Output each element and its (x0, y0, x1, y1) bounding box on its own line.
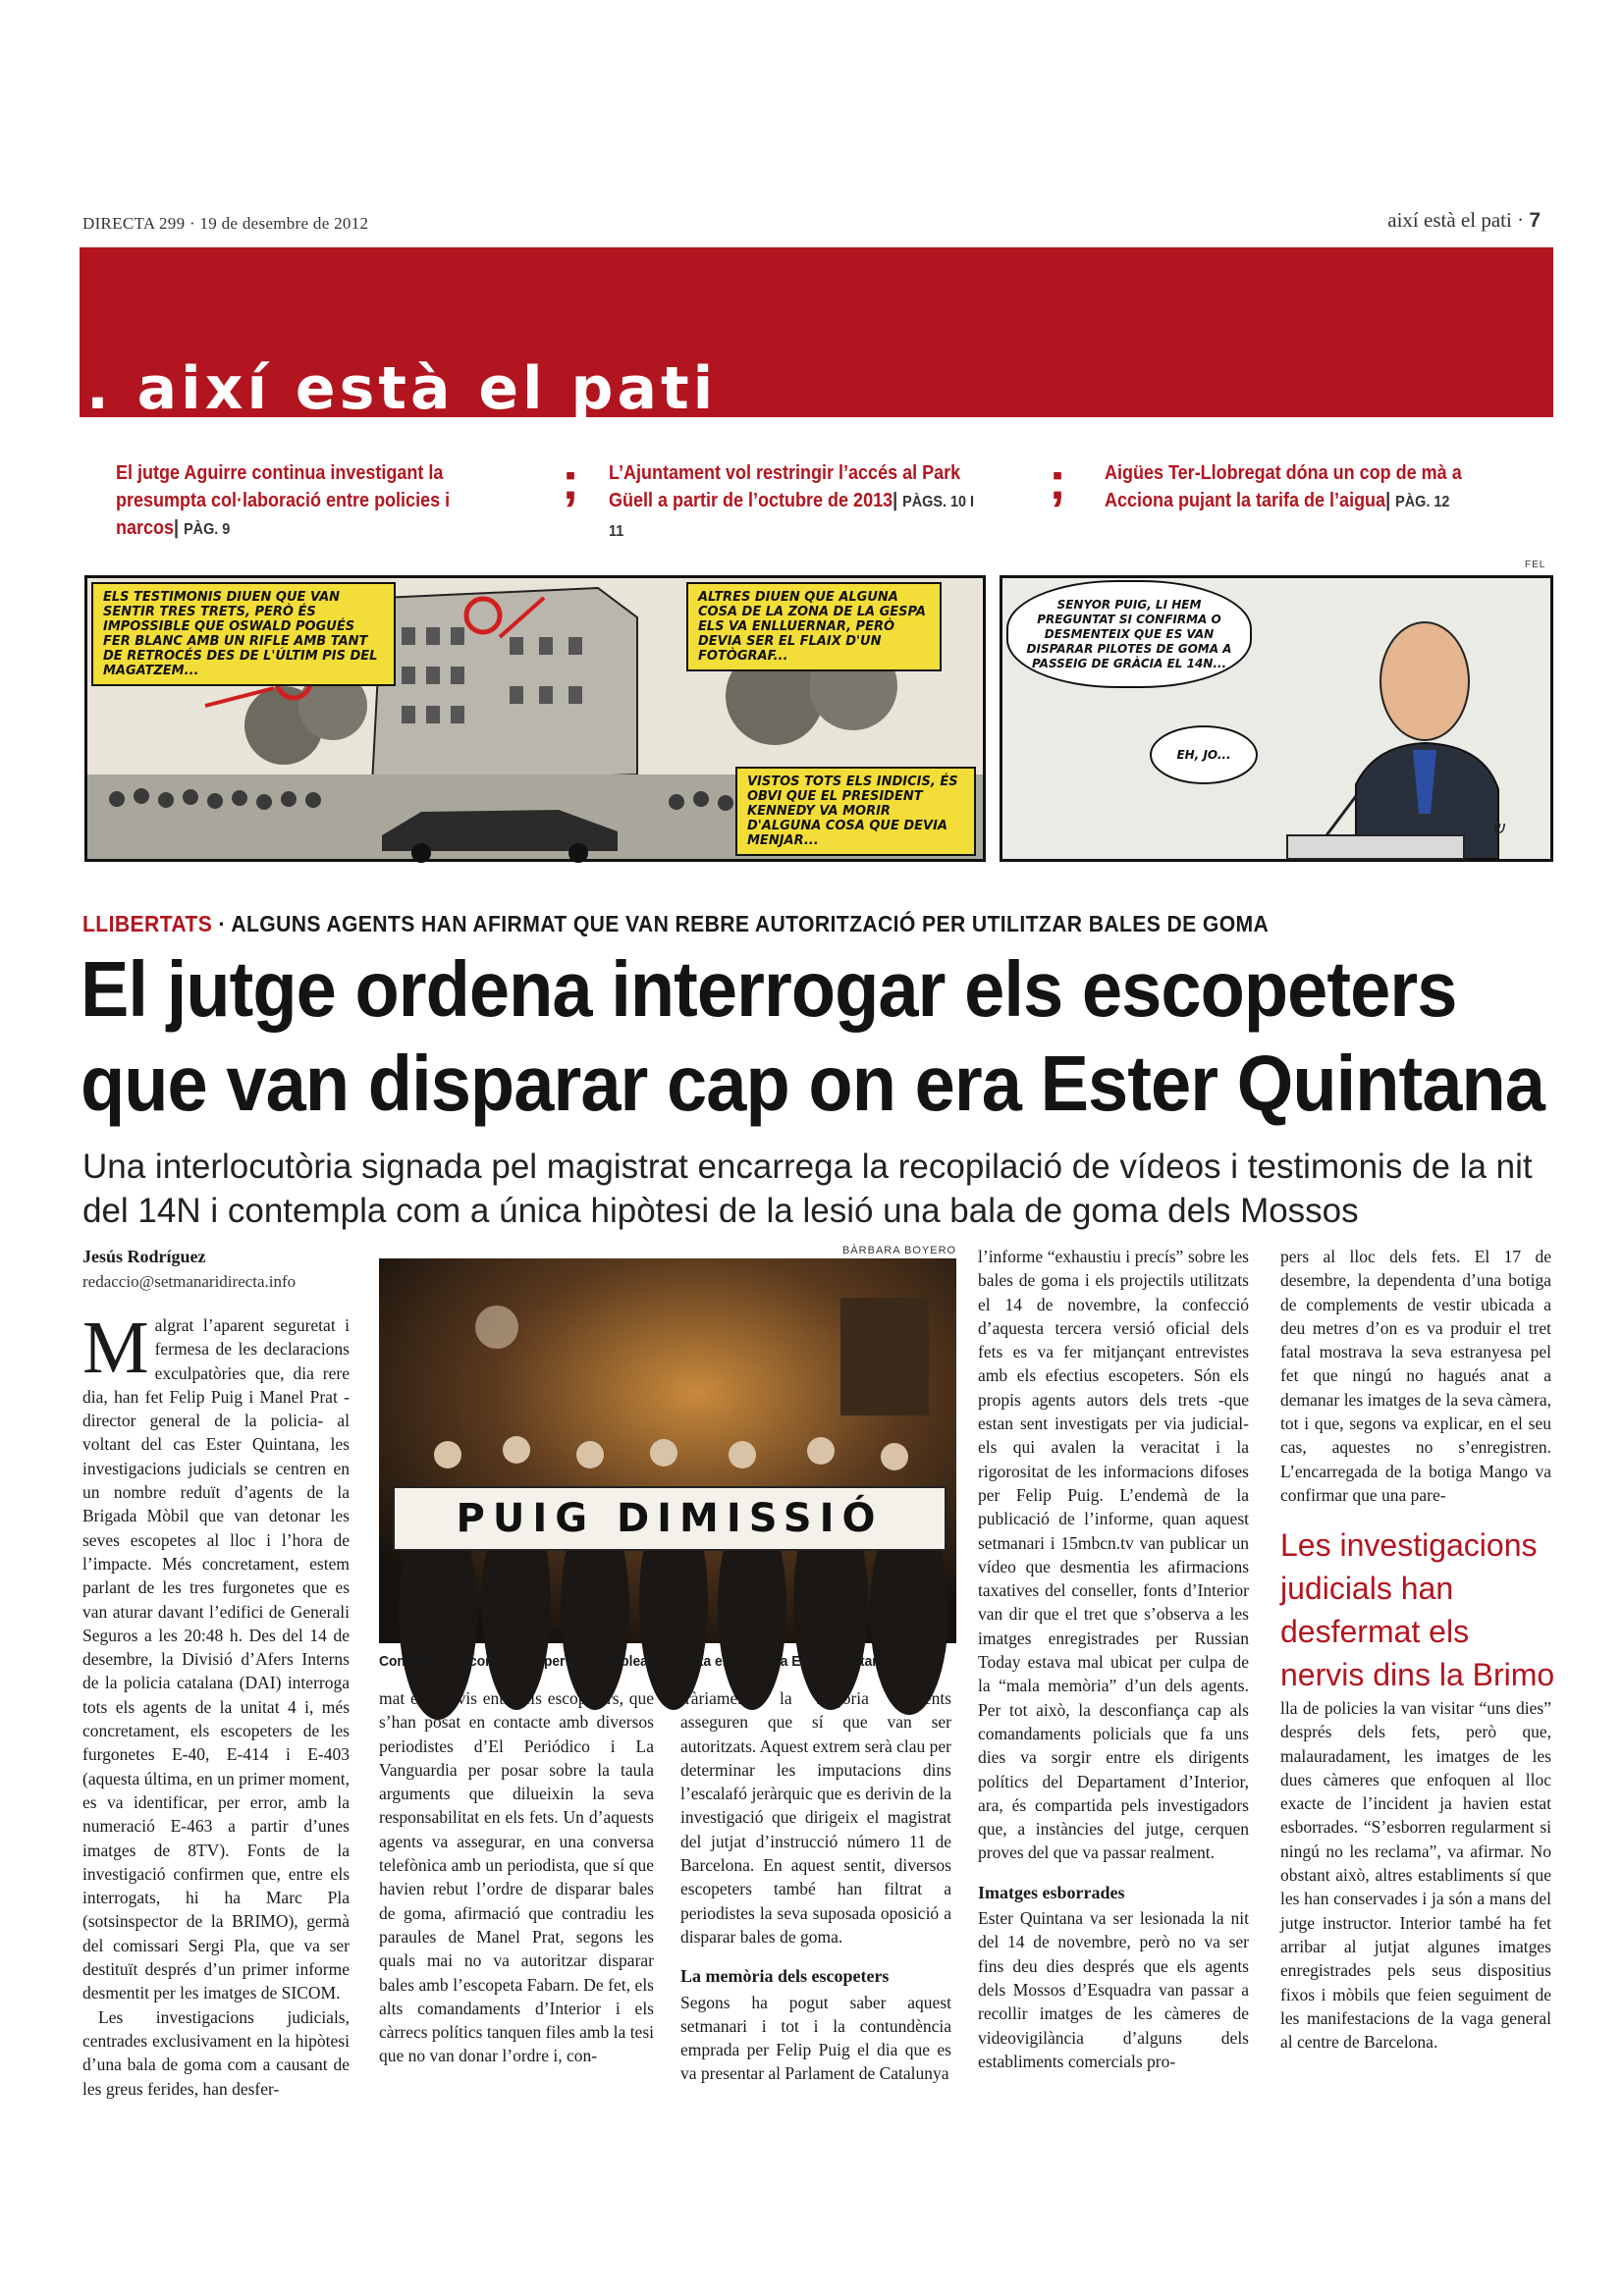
paragraph: Segons ha pogut saber aquest setmanari i tot i la contundència emprada per Felip Puig el dia que es va presentar al Parlament de Catalunya (680, 1992, 951, 2084)
cartoon-credit: FEL (1525, 560, 1546, 570)
paragraph: Ester Quintana va ser lesionada la nit del 14 de novembre, però no va ser fins deu dies després que els agents dels Mossos d’Esquadra van passar a recollir imatges de les càmeres de videovigilància d’alguns dels establiments comercials pro- (978, 1908, 1249, 2071)
teaser-2[interactable] (609, 459, 980, 546)
article-column-3 (680, 1686, 952, 2084)
teaser-1[interactable] (116, 459, 487, 544)
section-label: LLIBERTATS (82, 911, 213, 936)
byline-author: Jesús Rodríguez (82, 1247, 206, 1266)
paragraph: pers al lloc dels fets. El 17 de desembre, la dependenta d’una botiga de complements de vestir ubicada a deu metres d’on es va produir el tret fatal mostrava la seva estranyesa pel fet que ningú no hagués anat a demanar les imatges de la seva càmera, tot i que, segons va explicar, en el seu cas, aquestes no s’enregistren. L’encarregada de la botiga Mango va confirmar que una pare- (1280, 1247, 1551, 1505)
cartoon-caption-2: ALTRES DIUEN QUE ALGUNA COSA DE LA ZONA DE LA GESPA ELS VA ENLLUERNAR, PERÒ DEVIA SER EL FLAIX D'UN FOTÒGRAF... (686, 582, 942, 671)
teaser-bar: | (893, 490, 903, 511)
headline-line-1: El jutge ordena interrogar els escopeters (81, 945, 1457, 1033)
subheading: La memòria dels escopeters (680, 1966, 890, 1987)
photo-caption: Concentració convocada per l’Assemblea feminista en suport a Ester Quintana el 14-D (379, 1653, 937, 1670)
teaser-page: PÀG. 9 (184, 521, 231, 538)
paragraph: algrat l’aparent seguretat i fermesa de les declaracions exculpatòries que, dia rere dia, han fet Felip Puig i Manel Prat -director general de la policia- al voltant del cas Ester Quintana, les investigacions judicials se centren en un nombre reduït d’agents de la Brigada Mòbil que van detonar les seves escopetes al lloc i l’hora de l’impacte. Més concretament, estem parlant de les tres furgonetes que es van aturar davant l’edifici de Generali Seguros a les 20:48 h. Des del 14 de desembre, la Divisió d’Afers Interns de la policia catalana (DAI) interroga tots els agents de la unitat 4 i, més concretament, els escopeters de les furgonetes E-40, E-414 i E-403 (aquesta última, en un primer moment, es va identificar, per error, amb la numeració E-463 a partir d’unes imatges de 8TV). Fonts de la investigació confirmen que, entre els interrogats, hi ha Marc Pla (sotsinspector de la BRIMO), germà del comissari Sergi Pla, que va ser destituït després d’un primer informe desmentit per les imatges de SICOM. (82, 1315, 350, 2003)
article-column-4 (978, 1245, 1249, 2089)
teaser-bar: | (1385, 490, 1396, 511)
paragraph: l’informe “exhaustiu i precís” sobre les bales de goma i els projectils utilitzats el 14 de novembre, la confecció d’aquesta tercera versió oficial dels fets es va fer mitjançant entrevistes amb els efectius escopeters. Són els propis agents autors dels trets -que estan sent investigats per via judicial- els qui avalen la veracitat i la rigorositat de les informacions difoses per Felip Puig. L’endemà de la publicació de l’informe, quan aquest setmanari i 15mbcn.tv van publicar un vídeo que desmentia les afirmacions taxatives del conseller, fonts d’Interior van dir que el tret que s’observa a les imatges enregistrades per Russian Today estava mal ubicat per culpa de la “mala memòria” d’un dels agents. Per tot això, la desconfiança cap als comandaments policials que fa uns dies va sorgir entre els dirigents polítics del Departament d’Interior, ara, és compartida pels investigadors que, a instàncies del jutge, cerquen proves del que va passar realment. (978, 1247, 1249, 1863)
protest-photo-image (379, 1258, 956, 1643)
pull-quote: Les investigacions judicials han desfermat els nervis dins la Brimo (1280, 1527, 1555, 1692)
paragraph: mat els nervis entre els escopeters, que s’han posat en contacte amb diversos periodistes d’El Periódico i La Vanguardia per posar sobre la taula arguments que dilueixin la seva responsabilitat en els fets. Un d’aquests agents va assegurar, en una conversa telefònica amb un periodista, que sí que havien rebut l’ordre de disparar bales de goma, afirmació que contradiu les paraules de Manel Prat, segons les quals mai no va autoritzar disparar bales amb l’escopeta Fabarn. De fet, els alts comandaments d’Interior i els càrrecs polítics tanquen files amb la tesi que no van donar l’ordre i, con- (379, 1688, 654, 2066)
photo-credit: BÀRBARA BOYERO (842, 1245, 957, 1256)
cartoon-caption-1: ELS TESTIMONIS DIUEN QUE VAN SENTIR TRES TRETS, PERÒ ÉS IMPOSSIBLE QUE OSWALD POGUÉS FER BLANC AMB UN RIFLE AMB TANT DE RETROCÉS DES DE L'ÚLTIM PIS DEL MAGATZEM... (91, 582, 396, 686)
paragraph: tràriament, la majoria d’agents asseguren que sí que van ser autoritzats. Aquest extrem serà clau per determinar les imputacions dins l’escalafó jeràrquic que es derivin de la investigació que dirigeix el magistrat del jutjat d’instrucció número 11 de Barcelona. En aquest sentit, diversos escopeters també han filtrat a periodistes la seva suposada oposició a disparar bales de goma. (680, 1688, 952, 1947)
protest-sign: PUIG DIMISSIÓ (393, 1486, 947, 1551)
section-title: . així està el pati (86, 354, 718, 423)
speech-bubble-reporter: SENYOR PUIG, LI HEM PREGUNTAT SI CONFIRMA O DESMENTEIX QUE ES VAN DISPARAR PILOTES DE GOMA A PASSEIG DE GRÀCIA EL 14N... (1006, 580, 1252, 688)
byline-email[interactable]: redaccio@setmanaridirecta.info (82, 1272, 297, 1291)
svg-text:ש: ש (1493, 818, 1506, 838)
teaser-page: PÀGS. 10 I 11 (609, 494, 974, 540)
page-number: 7 (1529, 209, 1541, 232)
speech-bubble-puig: EH, JO... (1150, 725, 1258, 784)
cartoon-panel-dealey-plaza (84, 575, 986, 862)
running-header-section (1387, 208, 1541, 233)
paragraph: Les investigacions judicials, centrades exclusivament en la hipòtesi d’una bala de goma com a causant de les greus ferides, han desfer- (82, 2006, 350, 2099)
teaser-page: PÀG. 12 (1395, 494, 1450, 510)
deck: Una interlocutòria signada pel magistrat encarrega la recopilació de vídeos i testimonis de la nit del 14N i contempla com a única hipòtesi de la lesió una bala de goma dels Mossos (82, 1148, 1533, 1230)
teaser-separator: ; (1049, 452, 1066, 510)
protest-photo (379, 1258, 956, 1643)
running-header-issue: DIRECTA 299 · 19 de desembre de 2012 (82, 214, 369, 233)
headline (81, 942, 1552, 1131)
article-column-5-continued (1280, 1696, 1551, 2089)
article-column-5 (1280, 1245, 1551, 1505)
article-column-1 (82, 1307, 350, 2099)
article-kicker (82, 911, 1269, 937)
teaser-text: Aigües Ter-Llobregat dóna un cop de mà a Acciona pujant la tarifa de l’aigua (1105, 462, 1462, 511)
teaser-text: L’Ajuntament vol restringir l’accés al Park Güell a partir de l’octubre de 2013 (609, 462, 961, 511)
cartoon-panel-press-conference (1000, 575, 1553, 862)
subheading: Imatges esborrades (978, 1882, 1125, 1902)
cartoon-caption-3: VISTOS TOTS ELS INDICIS, ÉS OBVI QUE EL PRESIDENT KENNEDY VA MORIR D'ALGUNA COSA QUE DEVIA MENJAR... (735, 767, 976, 856)
teaser-bar: | (174, 517, 185, 539)
teaser-text: El jutge Aguirre continua investigant la presumpta col·laboració entre policies i narcos (116, 462, 451, 539)
teaser-separator: ; (562, 452, 579, 510)
headline-line-2: que van disparar cap on era Ester Quintana (81, 1040, 1544, 1127)
drop-cap: M (82, 1307, 149, 1389)
teaser-3[interactable] (1105, 459, 1476, 516)
paragraph: lla de policies la van visitar “uns dies” després dels fets, però que, malauradament, les imatges de les dues càmeres que enfoquen al lloc exacte de l’incident ja havien estat esborrades. “S’esborren regularment si ningú no les reclama”, va afirmar. No obstant això, altres establiments sí que les han conservades i ja són a mans del jutge instructor. Interior també ha fet arribar al jutjat algunes imatges enregistrades pels seus dispositius fixos i mòbils que feien seguiment de les manifestacions de la vaga general al centre de Barcelona. (1280, 1698, 1551, 2053)
kicker-text: · ALGUNS AGENTS HAN AFIRMAT QUE VAN REBRE AUTORITZACIÓ PER UTILITZAR BALES DE GOMA (212, 911, 1270, 936)
article-column-2 (379, 1686, 654, 2079)
running-header-section-name: així està el pati · (1387, 208, 1525, 232)
